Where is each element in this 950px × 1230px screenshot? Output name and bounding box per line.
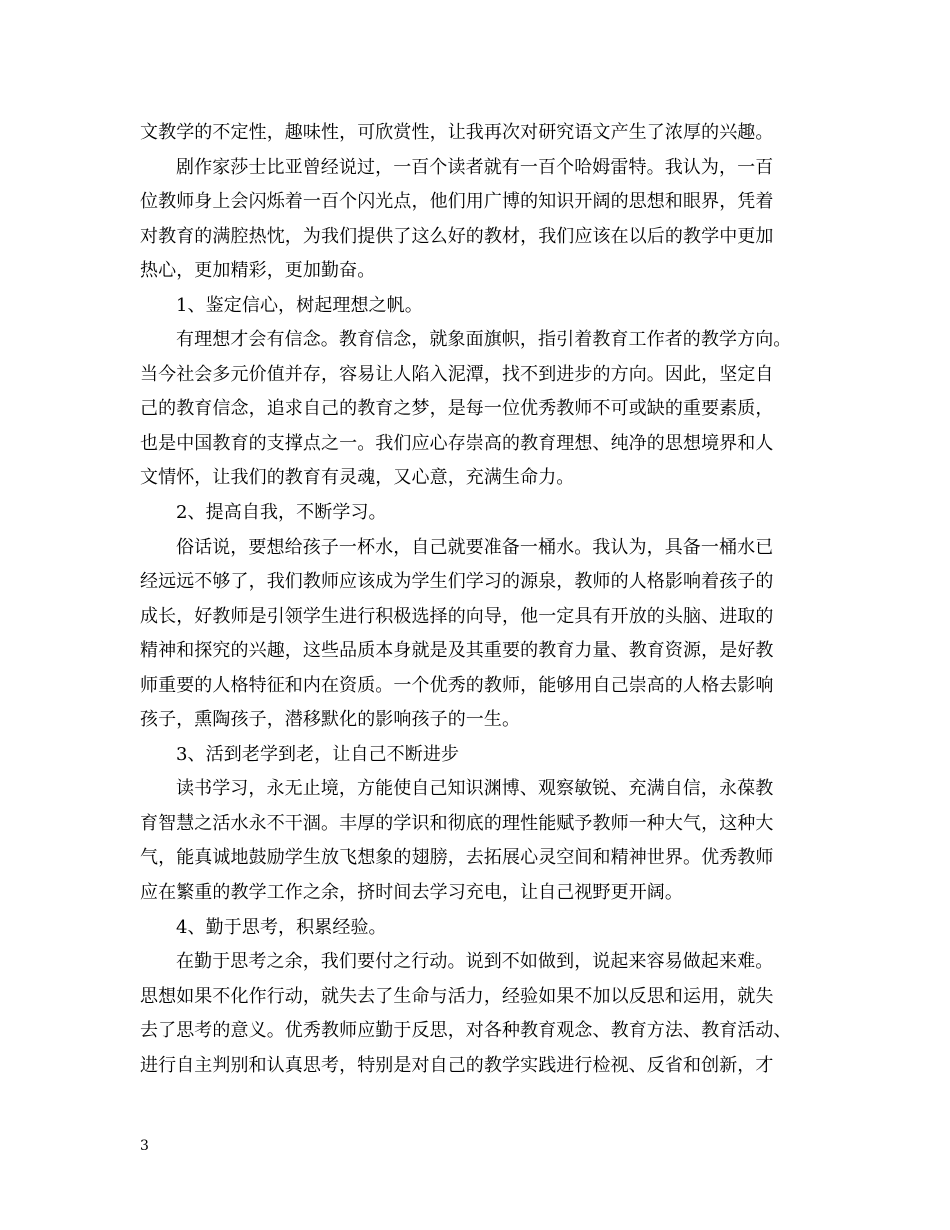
text-line: 气，能真诚地鼓励学生放飞想象的翅膀，去拓展心灵空间和精神世界。优秀教师 <box>140 847 774 869</box>
text-line: 进行自主判别和认真思考，特别是对自己的教学实践进行检视、反省和创新，才 <box>140 1054 774 1076</box>
text-line: 也是中国教育的支撑点之一。我们应心存崇高的教育理想、纯净的思想境界和人 <box>140 432 774 454</box>
text-line: 去了思考的意义。优秀教师应勤于反思，对各种教育观念、教育方法、教育活动、 <box>140 1020 792 1042</box>
page-number: 3 <box>140 1138 149 1154</box>
text-line: 1、鉴定信心，树起理想之帆。 <box>176 294 423 316</box>
text-line: 3、活到老学到老，让自己不断进步 <box>176 743 460 765</box>
text-line: 孩子，熏陶孩子，潜移默化的影响孩子的一生。 <box>140 709 521 731</box>
text-line: 当今社会多元价值并存，容易让人陷入泥潭，找不到进步的方向。因此，坚定自 <box>140 363 774 385</box>
text-line: 师重要的人格特征和内在资质。一个优秀的教师，能够用自己崇高的人格去影响 <box>140 674 774 696</box>
text-line: 应在繁重的教学工作之余，挤时间去学习充电，让自己视野更开阔。 <box>140 882 683 904</box>
text-line: 4、勤于思考，积累经验。 <box>176 916 387 938</box>
text-line: 精神和探究的兴趣，这些品质本身就是及其重要的教育力量、教育资源，是好教 <box>140 640 774 662</box>
text-line: 思想如果不化作行动，就失去了生命与活力，经验如果不加以反思和运用，就失 <box>140 985 774 1007</box>
text-line: 育智慧之活水永不干涸。丰厚的学识和彻底的理性能赋予教师一种大气，这种大 <box>140 812 774 834</box>
text-line: 有理想才会有信念。教育信念，就象面旗帜，指引着教育工作者的教学方向。 <box>176 329 792 351</box>
text-line: 读书学习，永无止境，方能使自己知识渊博、观察敏锐、充满自信，永葆教 <box>176 778 774 800</box>
text-line: 热心，更加精彩，更加勤奋。 <box>140 260 376 282</box>
text-line: 剧作家莎士比亚曾经说过，一百个读者就有一百个哈姆雷特。我认为，一百 <box>176 156 774 178</box>
text-line: 文情怀，让我们的教育有灵魂，又心意，充满生命力。 <box>140 467 575 489</box>
text-line: 己的教育信念，追求自己的教育之梦，是每一位优秀教师不可或缺的重要素质， <box>140 398 774 420</box>
document-body <box>140 116 820 1083</box>
text-line: 俗话说，要想给孩子一杯水，自己就要准备一桶水。我认为，具备一桶水已 <box>176 536 774 558</box>
text-line: 2、提高自我，不断学习。 <box>176 502 387 524</box>
text-line: 对教育的满腔热忱，为我们提供了这么好的教材，我们应该在以后的教学中更加 <box>140 225 774 247</box>
text-line: 成长，好教师是引领学生进行积极选择的向导，他一定具有开放的头脑、进取的 <box>140 605 774 627</box>
text-line: 文教学的不定性，趣味性，可欣赏性，让我再次对研究语文产生了浓厚的兴趣。 <box>140 122 774 143</box>
text-line: 在勤于思考之余，我们要付之行动。说到不如做到，说起来容易做起来难。 <box>176 951 774 973</box>
text-line: 位教师身上会闪烁着一百个闪光点，他们用广博的知识开阔的思想和眼界，凭着 <box>140 191 774 213</box>
text-line: 经远远不够了，我们教师应该成为学生们学习的源泉，教师的人格影响着孩子的 <box>140 571 774 593</box>
